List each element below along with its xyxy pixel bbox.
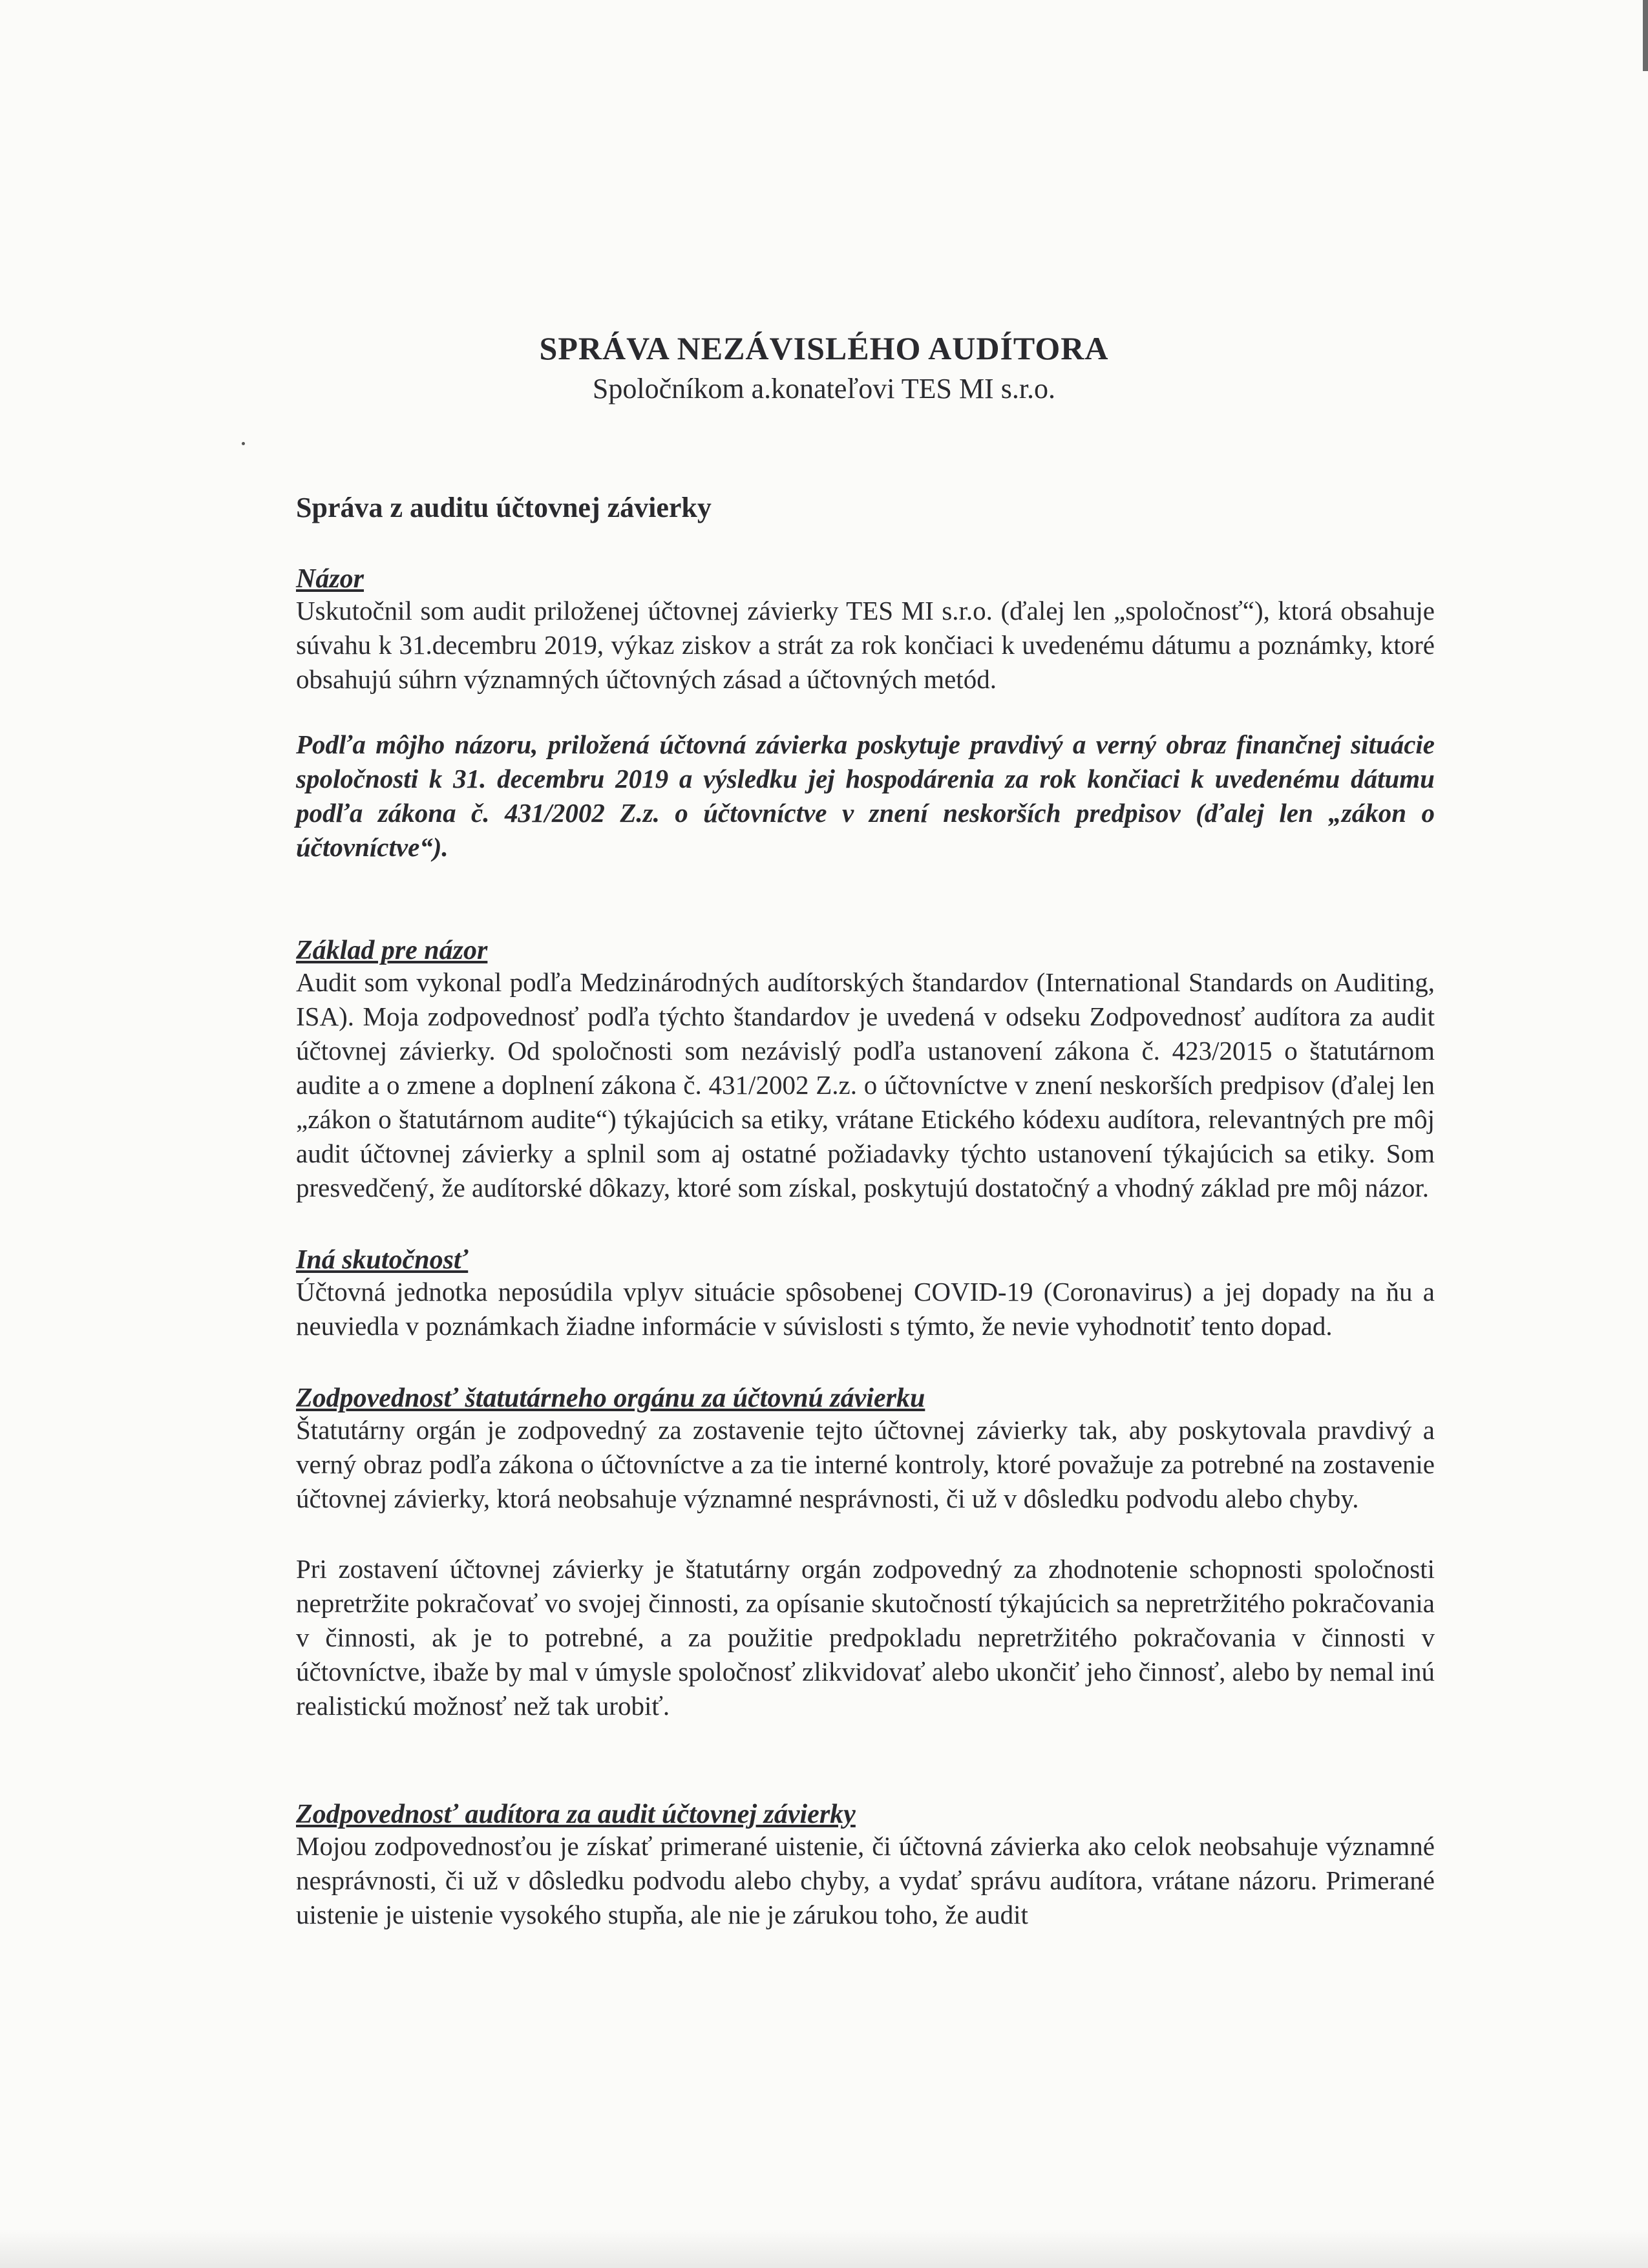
zodpovednost-auditora-text: Mojou zodpovednosťou je získať primerané uistenie, či účtovná závierka ako celok neobsahuje významné nesprávnosti, či už v dôsledku podvodu alebo chyby, a vydať správu audítora, vrátane názoru. Primerané uistenie je uistenie vysokého stupňa, ale nie je zárukou toho, že audit <box>296 1831 1435 1929</box>
statutarny-organ-text-2: Pri zostavení účtovnej závierky je štatutárny orgán zodpovedný za zhodnotenie schopnosti spoločnosti nepretržite pokračovať vo svojej činnosti, za opísanie skutočností týkajúcich sa nepretržitého pokračovania v činnosti, ak je to potrebné, a za použitie predpokladu nepretržitého pokračovania v činnosti v účtovníctve, ibaže by mal v úmysle spoločnosť zlikvidovať alebo ukončiť jeho činnosť, alebo by nemal inú realistickú možnosť než tak urobiť. <box>296 1554 1435 1721</box>
report-body <box>296 491 1435 1932</box>
document-subtitle: Spoločníkom a.konateľovi TES MI s.r.o. <box>592 373 1056 404</box>
opinion-statement: Podľa môjho názoru, priložená účtovná závierka poskytuje pravdivý a verný obraz finančnej situácie spoločnosti k 31. decembru 2019 a výsledku jej hospodárenia za rok končiaci k uvedenému dátumu podľa zákona č. 431/2002 Z.z. o účtovníctve v znení neskorších predpisov (ďalej len „zákon o účtovníctve“). <box>296 730 1435 862</box>
scan-bottom-shade <box>0 2229 1648 2268</box>
heading-zaklad: Základ pre názor <box>296 936 488 965</box>
scan-edge-mark <box>1643 0 1648 71</box>
nazor-text: Uskutočnil som audit priloženej účtovnej závierky TES MI s.r.o. (ďalej len „spoločnosť“), ktorá obsahuje súvahu k 31.decembru 2019, výkaz ziskov a strát za rok končiaci k uvedenému dátumu a poznámky, ktoré obsahujú súhrn významných účtovných zásad a účtovných metód. <box>296 596 1435 694</box>
statutarny-organ-text-1: Štatutárny orgán je zodpovedný za zostavenie tejto účtovnej závierky tak, aby poskytovala pravdivý a verný obraz podľa zákona o účtovníctve a za tie interné kontroly, ktoré považuje za potrebné na zostavenie účtovnej závierky, ktorá neobsahuje významné nesprávnosti, či už v dôsledku podvodu alebo chyby. <box>296 1415 1435 1513</box>
document-title: SPRÁVA NEZÁVISLÉHO AUDÍTORA <box>539 330 1109 366</box>
scan-speck <box>242 442 245 445</box>
heading-statutarny-organ: Zodpovednosť štatutárneho orgánu za účtovnú závierku <box>296 1383 925 1413</box>
heading-zodpovednost-auditora: Zodpovednosť audítora za audit účtovnej závierky <box>296 1800 856 1829</box>
heading-nazor: Názor <box>296 564 364 594</box>
zaklad-text: Audit som vykonal podľa Medzinárodných audítorských štandardov (International Standards on Auditing, ISA). Moja zodpovednosť podľa týchto štandardov je uvedená v odseku Zodpovednosť audítora za audit účtovnej závierky. Od spoločnosti som nezávislý podľa ustanovení zákona č. 423/2015 o štatutárnom audite a o zmene a doplnení zákona č. 431/2002 Z.z. o účtovníctve v znení neskorších predpisov (ďalej len „zákon o štatutárnom audite“) týkajúcich sa etiky, vrátane Etického kódexu audítora, relevantných pre môj audit účtovnej závierky a splnil som aj ostatné požiadavky týchto ustanovení týkajúcich sa etiky. Som presvedčený, že audítorské dôkazy, ktoré som získal, poskytujú dostatočný a vhodný základ pre môj názor. <box>296 967 1435 1202</box>
audit-report-title: Správa z auditu účtovnej závierky <box>296 492 712 523</box>
ina-skutocnost-text: Účtovná jednotka neposúdila vplyv situácie spôsobenej COVID-19 (Coronavirus) a jej dopady na ňu a neuviedla v poznámkach žiadne informácie v súvislosti s týmto, že nevie vyhodnotiť tento dopad. <box>296 1277 1435 1341</box>
heading-ina-skutocnost: Iná skutočnosť <box>296 1245 469 1275</box>
